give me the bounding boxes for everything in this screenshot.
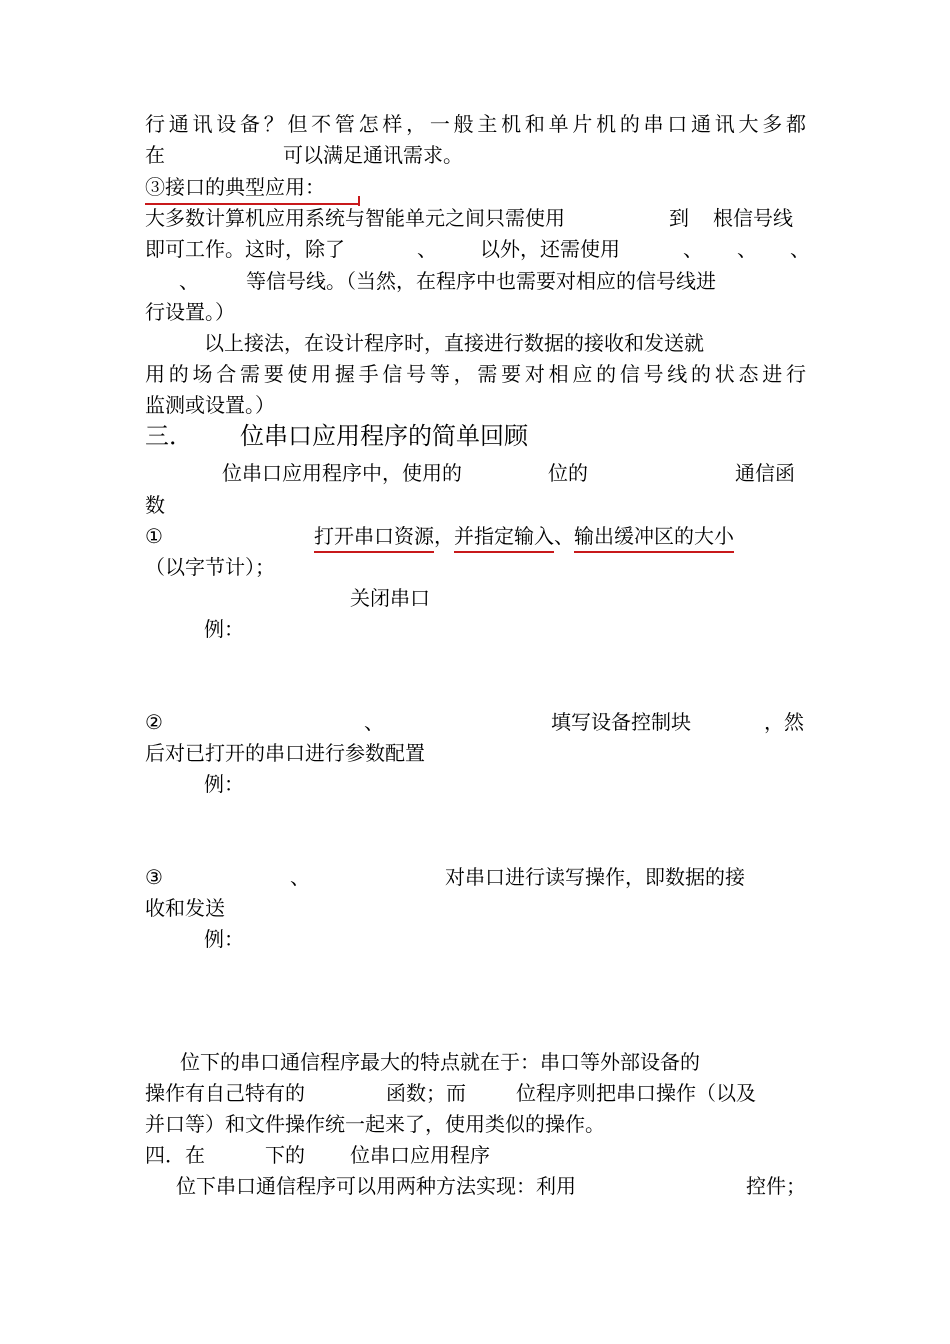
para-line-2-start: 在 [145, 143, 165, 167]
item-1-desc [314, 522, 734, 550]
para-line-5-sep1: 、 [417, 237, 437, 261]
para-line-6-end: 等信号线。（当然，在程序中也需要对相应的信号线进 [246, 269, 716, 293]
para-line-2-end: 可以满足通讯需求。 [283, 143, 463, 167]
section-heading-3-number: 三． [145, 422, 193, 450]
para-line-9: 用的场合需要使用握手信号等，需要对相应的信号线的状态进行 [145, 362, 806, 386]
para-line-10: 监测或设置。） [145, 393, 275, 417]
para-line-18: 后对已打开的串口进行参数配置 [145, 741, 425, 765]
item-2-marker: ② [145, 710, 163, 734]
para-line-4-mid: 到 [669, 206, 689, 230]
item-1-dun: 、 [554, 524, 574, 548]
item-2-sep: 、 [364, 710, 384, 734]
subheading-typical-application: ③接口的典型应用： [145, 175, 325, 199]
underlined-output-buffer: 输出缓冲区的大小 [574, 524, 734, 548]
para-line-5-start: 即可工作。这时，除了 [145, 237, 345, 261]
para-line-8: 以上接法，在设计程序时，直接进行数据的接收和发送就 [204, 331, 704, 355]
section-heading-3-title: 位串口应用程序的简单回顾 [240, 422, 528, 450]
section-heading-4-mid: 下的 [265, 1143, 305, 1167]
para-line-27-end: 控件； [746, 1174, 806, 1198]
para-line-5-sep3: 、 [737, 237, 757, 261]
para-line-23: 位下的串口通信程序最大的特点就在于：串口等外部设备的 [180, 1050, 700, 1074]
para-line-24-mid: 函数；而 [386, 1081, 466, 1105]
para-line-5-sep2: 、 [683, 237, 703, 261]
para-line-1: 行通讯设备？但不管怎样，一般主机和单片机的串口通讯大多都 [145, 112, 806, 136]
underlined-input: 并指定输入 [454, 524, 554, 548]
para-line-24-start: 操作有自己特有的 [145, 1081, 305, 1105]
para-line-12: 数 [145, 493, 165, 517]
item-2-end: ，然 [764, 710, 804, 734]
item-1-comma: ， [434, 524, 454, 548]
para-line-11-end: 通信函 [735, 461, 795, 485]
example-label-1: 例： [204, 617, 244, 641]
para-line-11-start: 位串口应用程序中，使用的 [222, 461, 462, 485]
item-2-desc: 填写设备控制块 [551, 710, 691, 734]
example-label-3: 例： [204, 927, 244, 951]
para-line-11-mid: 位的 [548, 461, 588, 485]
para-line-6-sep: 、 [179, 269, 199, 293]
item-3-desc: 对串口进行读写操作，即数据的接 [445, 865, 745, 889]
para-line-24-end: 位程序则把串口操作（以及 [516, 1081, 756, 1105]
para-line-27-start: 位下串口通信程序可以用两种方法实现：利用 [176, 1174, 576, 1198]
example-label-2: 例： [204, 772, 244, 796]
section-heading-4-title: 位串口应用程序 [350, 1143, 490, 1167]
para-line-5-mid: 以外，还需使用 [480, 237, 620, 261]
para-line-21: 收和发送 [145, 896, 225, 920]
section-heading-4-start: 四．在 [145, 1143, 205, 1167]
underlined-open-resource: 打开串口资源 [314, 524, 434, 548]
item-1-marker: ① [145, 524, 163, 548]
para-line-4-end: 根信号线 [713, 206, 793, 230]
para-line-25: 并口等）和文件操作统一起来了，使用类似的操作。 [145, 1112, 605, 1136]
para-line-7: 行设置。） [145, 300, 235, 324]
item-3-marker: ③ [145, 865, 163, 889]
para-line-14: （以字节计）； [145, 555, 275, 579]
para-line-5-sep4: 、 [790, 237, 810, 261]
item-3-sep: 、 [290, 865, 310, 889]
para-line-4-start: 大多数计算机应用系统与智能单元之间只需使用 [145, 206, 565, 230]
para-line-15: 关闭串口 [350, 586, 430, 610]
